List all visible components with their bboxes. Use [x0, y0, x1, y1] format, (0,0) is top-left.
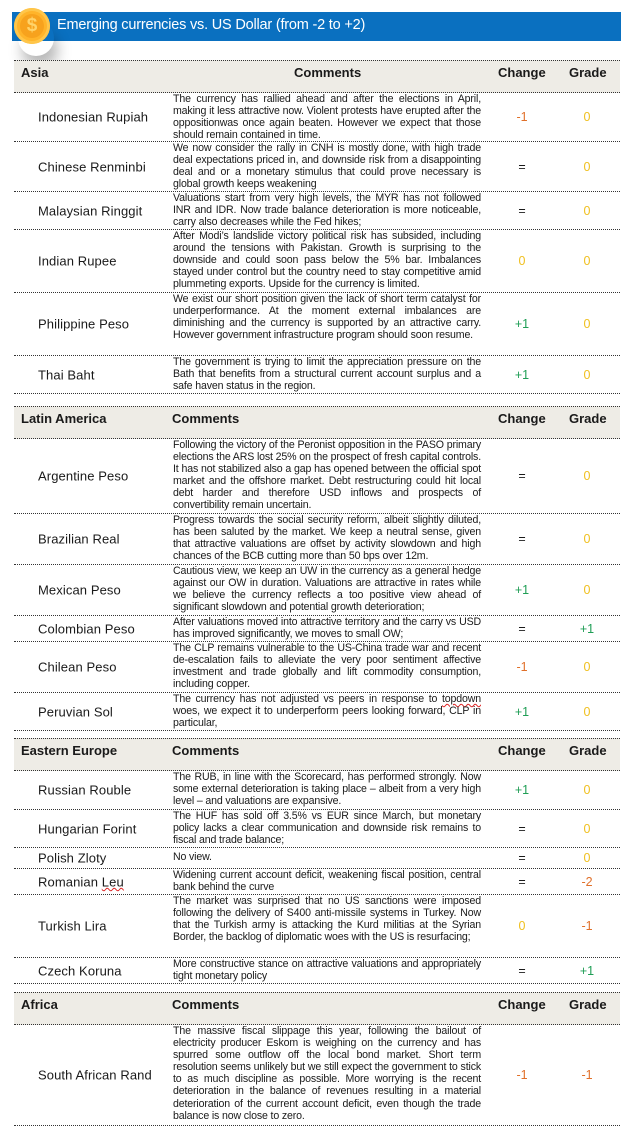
comment-text: After Modi’s landslide victory political risk has subsided, including around the tensions with Pakistan. Growth is surprising to the downside and could soon pass below the 5% bar. Imbalances stayed under control but the country need to stay competitive amid plummeting exports. Upside for the currency is limited.: [173, 230, 481, 291]
table-row: [14, 142, 620, 192]
change-value: -1: [516, 1068, 528, 1082]
table-row: [14, 565, 620, 616]
grade-value: 0: [583, 660, 591, 674]
grade-value: +1: [579, 963, 595, 978]
change-value: -1: [516, 660, 528, 674]
change-header: Change: [498, 743, 546, 758]
currency-name: Peruvian Sol: [38, 704, 113, 719]
change-value: 0: [518, 254, 526, 268]
currency-name: Indian Rupee: [38, 253, 117, 269]
currency-name: Mexican Peso: [38, 582, 121, 598]
comment-text: Valuations start from very high levels, the MYR has not followed INR and IDR. Now trade balance deterioration is more noticeable, carry also decreases while the Fed hikes;: [173, 192, 481, 229]
table-row: [14, 293, 620, 356]
comment-text: Following the victory of the Peronist opposition in the PASO primary elections the ARS lost 25% on the prospect of fresh capital controls. It has not stabilized also a gap has opened between the official spot market and the offshore market. Debt restructuring could hit local debt harder and therefore USD inflows and prospects of convertibility remain uncertain.: [173, 439, 481, 512]
change-value: 0: [518, 919, 526, 933]
table-row: [14, 958, 620, 984]
dollar-sign-glyph: $: [20, 14, 44, 38]
grade-value: 0: [583, 532, 591, 546]
change-value: =: [518, 874, 526, 889]
table-row: [14, 616, 620, 642]
currency-name: Philippine Peso: [38, 316, 130, 332]
grade-value: 0: [583, 783, 591, 797]
change-header: Change: [498, 411, 546, 426]
section-africa: [14, 992, 620, 1126]
section-latin-america: [14, 406, 620, 731]
grade-value: -1: [581, 919, 593, 933]
comments-header: Comments: [172, 997, 240, 1012]
comments-header: Comments: [172, 411, 240, 426]
table-row: [14, 869, 620, 895]
currency-name: South African Rand: [38, 1067, 152, 1083]
table-row: [14, 642, 620, 693]
currency-name: Colombian Peso: [38, 621, 135, 636]
change-value: =: [518, 963, 526, 978]
currency-name: Polish Zloty: [38, 850, 107, 866]
grade-header: Grade: [569, 743, 607, 758]
comment-text: More constructive stance on attractive valuations and appropriately tight monetary policy: [173, 958, 481, 983]
comment-text: We now consider the rally in CNH is mostly done, with high trade deal expectations priced in, and downside risk from a disappointing deal and or a monetary stimulus that could prove necessary is global growth keeps weakening: [173, 142, 481, 191]
currency-name: Malaysian Ringgit: [38, 203, 143, 218]
currency-name: Hungarian Forint: [38, 821, 137, 836]
change-header: Change: [498, 997, 546, 1012]
table-row: [14, 1025, 620, 1126]
grade-header: Grade: [569, 411, 607, 426]
page-title: Emerging currencies vs. US Dollar (from -2 to +2): [57, 17, 366, 33]
comments-header: Comments: [172, 743, 240, 758]
grade-header: Grade: [569, 65, 607, 80]
change-value: =: [518, 821, 526, 836]
grade-value: 0: [583, 583, 591, 597]
grade-value: -2: [581, 874, 593, 889]
name-part: Romanian: [38, 874, 102, 889]
change-value: +1: [514, 583, 530, 597]
change-value: +1: [514, 783, 530, 797]
table-row: [14, 93, 620, 142]
spellcheck-word: Leu: [101, 874, 124, 889]
currency-name: Indonesian Rupiah: [38, 109, 149, 125]
table-row: [14, 693, 620, 731]
comment-text: The HUF has sold off 3.5% vs EUR since March, but monetary policy lacks a clear communication and downside risk remains to fiscal and trade balance;: [173, 810, 481, 847]
dollar-coin-icon: [14, 8, 50, 44]
currency-name: Chinese Renminbi: [38, 159, 146, 174]
comment-part: woes, we expect it to underperform peers looking forward, CLP in particular,: [173, 705, 481, 730]
change-value: =: [518, 851, 526, 865]
change-value: +1: [514, 367, 530, 382]
comment-text: The currency has rallied ahead and after the elections in April, making it less attractive now. Violent protests have erupted after the oppositionwas once again beaten. However we expect that those should remain contained in time.: [173, 93, 481, 142]
grade-value: 0: [583, 317, 591, 331]
comment-text: The RUB, in line with the Scorecard, has performed strongly. Now some external deterioration is taking place – albeit from a very high level – and valuations are expansive.: [173, 771, 481, 808]
comment-text: The CLP remains vulnerable to the US-China trade war and recent de-escalation fails to alleviate the very poor sentiment affective investment and trade globally and lift commodity consumption, including copper.: [173, 642, 481, 691]
grade-value: 0: [583, 704, 591, 719]
comment-text: Cautious view, we keep an UW in the currency as a general hedge against our OW in duration. Valuations are attractive in rates while we believe the currency reflects a too positive view ahead of significant slowdown and potential growth deterioration;: [173, 565, 481, 614]
grade-value: 0: [583, 203, 591, 218]
section-asia: [14, 60, 620, 394]
change-value: +1: [514, 317, 530, 331]
grade-value: 0: [583, 851, 591, 865]
region-label: Latin America: [21, 411, 107, 426]
title-bar: [12, 12, 621, 41]
comment-text: After valuations moved into attractive territory and the carry vs USD has improved significantly, we moves to small OW;: [173, 616, 481, 641]
section-header: [14, 60, 620, 93]
region-label: Africa: [21, 997, 58, 1012]
section-header: [14, 738, 620, 771]
section-header: [14, 992, 620, 1025]
comment-text: Widening current account deficit, weakening fiscal position, central bank behind the curve: [173, 869, 481, 894]
region-label: Eastern Europe: [21, 743, 118, 758]
comments-header: Comments: [294, 65, 362, 80]
currency-name: Chilean Peso: [38, 659, 117, 675]
grade-value: 0: [583, 110, 591, 124]
currency-name: Thai Baht: [38, 367, 95, 382]
change-value: =: [518, 532, 526, 546]
table-row: [14, 356, 620, 394]
change-value: =: [518, 203, 526, 218]
change-value: -1: [516, 110, 528, 124]
change-value: =: [518, 621, 526, 636]
change-value: =: [518, 469, 526, 483]
comment-text: The government is trying to limit the appreciation pressure on the Bath that benefits from a structural current account surplus and a safe haven status in the region.: [173, 356, 481, 393]
change-value: =: [518, 159, 526, 174]
currency-name: Argentine Peso: [38, 468, 129, 484]
grade-header: Grade: [569, 997, 607, 1012]
table-row: [14, 192, 620, 230]
table-row: [14, 514, 620, 565]
currency-name: [38, 874, 124, 889]
currency-name: Czech Koruna: [38, 963, 122, 978]
comment-part: The currency has not adjusted vs peers in response to: [173, 693, 442, 705]
section-header: [14, 406, 620, 439]
currency-name: Turkish Lira: [38, 918, 107, 934]
table-row: [14, 810, 620, 848]
spellcheck-word: topdown: [441, 693, 481, 705]
comment-text: Progress towards the social security reform, albeit slightly diluted, has been saluted by the market. We keep a neutral sense, given that attractive valuations are offset by activity slowdown and high chances of the BCB cutting more than 50 bps over 12m.: [173, 514, 481, 563]
comment-text: [173, 693, 481, 729]
section-eastern-europe: [14, 738, 620, 984]
currency-name: Russian Rouble: [38, 782, 132, 798]
comment-text: The massive fiscal slippage this year, following the bailout of electricity producer Eskom is weighing on the currency and has spurred some outflow off the local bond market. Short term resolution seems unlikely but we still expect the government to stick to as much discipline as possible. More worrying is the recent deterioration in the balance of revenues resulting in a material deterioration of the current account deficit, even though the trade balance is now close to zero.: [173, 1025, 481, 1122]
table-row: [14, 230, 620, 293]
grade-value: -1: [581, 1068, 593, 1082]
table-row: [14, 895, 620, 958]
table-row: [14, 771, 620, 810]
comment-text: We exist our short position given the lack of short term catalyst for underperformance. At the moment external imbalances are diminishing and the currency is supported by an attractive carry. However government infrastructure program should soon resume.: [173, 293, 481, 342]
grade-value: 0: [583, 367, 591, 382]
table-row: [14, 439, 620, 514]
comment-text: The market was surprised that no US sanctions were imposed following the delivery of S400 anti-missile systems in Turkey. Now that the Turkish army is attacking the Kurd militias at the Syrian Border, the backlog of diplomatic woes with the US is resurfacing;: [173, 895, 481, 944]
currency-name: Brazilian Real: [38, 531, 120, 547]
region-label: Asia: [21, 65, 49, 80]
grade-value: 0: [583, 469, 591, 483]
grade-value: 0: [583, 821, 591, 836]
grade-value: 0: [583, 159, 591, 174]
change-value: +1: [514, 704, 530, 719]
grade-value: 0: [583, 254, 591, 268]
comment-text: No view.: [173, 851, 212, 863]
table-row: [14, 848, 620, 869]
change-header: Change: [498, 65, 546, 80]
grade-value: +1: [579, 621, 595, 636]
